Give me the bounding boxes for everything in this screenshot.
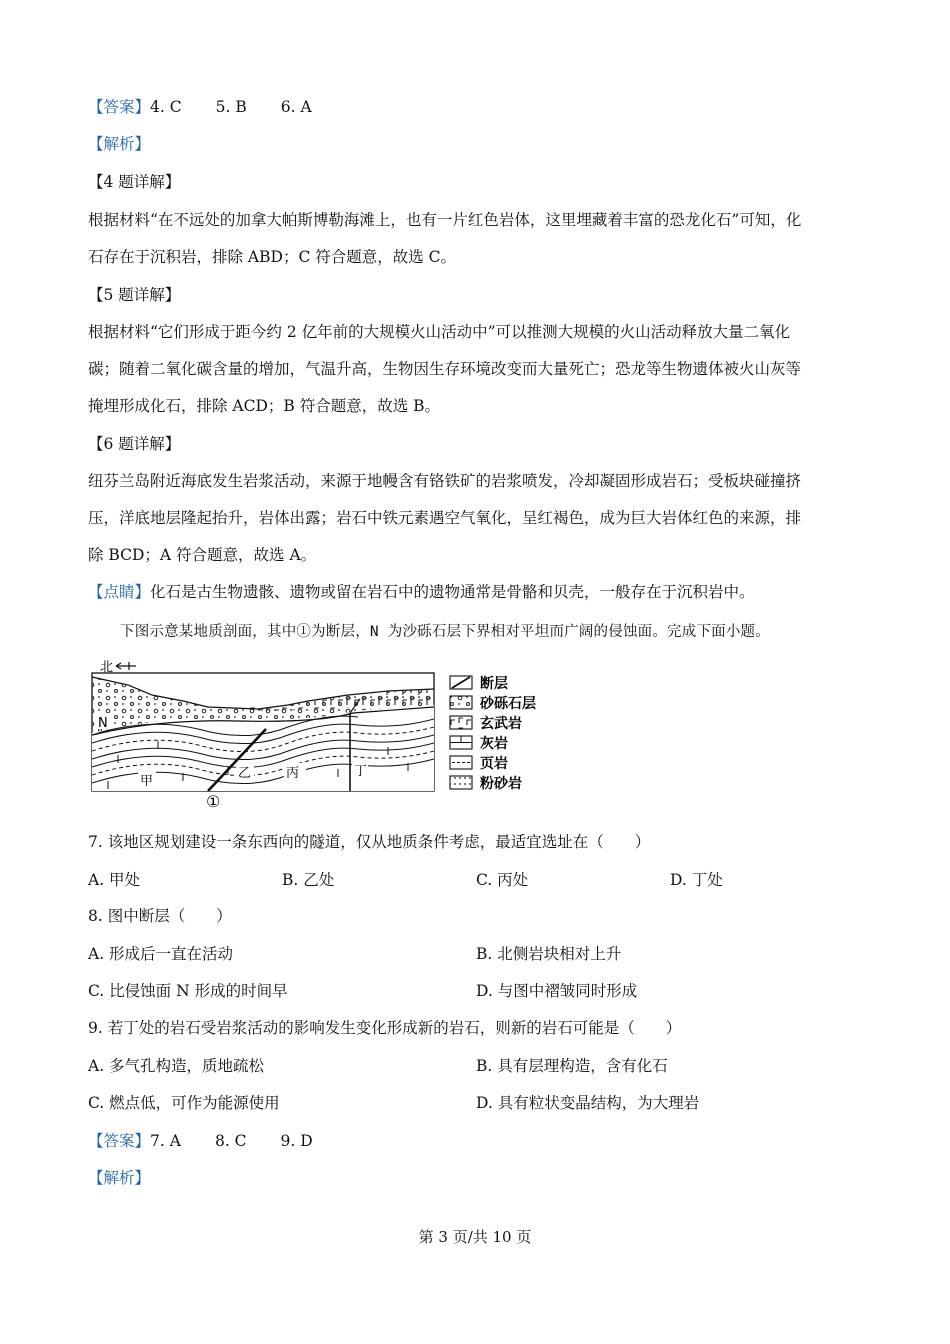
answer-tag: 【答案】 — [88, 98, 151, 116]
answer-7: 7. A — [150, 1132, 181, 1150]
legend-shale: 页岩 — [480, 756, 508, 772]
q5-text-3: 掩埋形成化石，排除 ACD；B 符合题意，故选 B。 — [88, 397, 441, 415]
q6-heading: 【6 题详解】 — [88, 435, 181, 453]
q6-text-1: 纽芬兰岛附近海底发生岩浆活动，来源于地幔含有铬铁矿的岩浆喷发，冷却凝固形成岩石；受板块碰撞挤 — [88, 472, 802, 490]
tip-text: 化石是古生物遗骸、遗物或留在岩石中的遗物通常是骨骼和贝壳，一般存在于沉积岩中。 — [150, 583, 755, 601]
q8-option-a: A. 形成后一直在活动 — [88, 945, 234, 963]
label-bing: 丙 — [286, 766, 300, 781]
answer-9: 9. D — [280, 1132, 313, 1150]
legend — [450, 675, 536, 792]
q7-option-c: C. 丙处 — [476, 871, 529, 889]
q8-option-c: C. 比侵蚀面 N 形成的时间早 — [88, 982, 288, 1000]
q7-option-a: A. 甲处 — [88, 871, 141, 889]
legend-basalt-swatch — [450, 716, 472, 729]
q6-text-2: 压，洋底地层隆起抬升，岩体出露；岩石中铁元素遇空气氧化，呈红褐色，成为巨大岩体红色的来源，排 — [88, 509, 802, 527]
figure-intro: 下图示意某地质剖面，其中①为断层，N 为沙砾石层下界相对平坦而广阔的侵蚀面。完成下面小题。 — [120, 624, 770, 640]
q5-text-1: 根据材料“它们形成于距今约 2 亿年前的大规模火山活动中”可以推测大规模的火山活动释放大量二氧化 — [88, 323, 791, 341]
north-arrow-icon — [116, 662, 136, 670]
q9-option-b: B. 具有层理构造，含有化石 — [476, 1057, 668, 1075]
answer-tag-2: 【答案】 — [88, 1132, 151, 1150]
q7-option-b: B. 乙处 — [282, 871, 335, 889]
analysis-heading-2: 【解析】 — [88, 1169, 151, 1187]
q9-stem: 9. 若丁处的岩石受岩浆活动的影响发生变化形成新的岩石，则新的岩石可能是（ ） — [88, 1019, 682, 1037]
tip-tag: 【点睛】 — [88, 583, 151, 601]
q9-option-c: C. 燃点低，可作为能源使用 — [88, 1094, 280, 1112]
north-label: 北 — [100, 660, 114, 675]
label-fault-number: ① — [206, 792, 221, 811]
answer-line-1 — [88, 97, 312, 117]
legend-siltstone-swatch — [450, 776, 472, 789]
label-yi: 乙 — [238, 766, 252, 781]
label-jia: 甲 — [140, 774, 154, 789]
label-ding: 丁 — [354, 764, 368, 779]
legend-fault: 断层 — [480, 676, 508, 692]
legend-siltstone: 粉砂岩 — [480, 776, 522, 792]
q4-text-2: 石存在于沉积岩，排除 ABD；C 符合题意，故选 C。 — [88, 248, 457, 266]
q5-text-2: 碳；随着二氧化碳含量的增加，气温升高，生物因生存环境改变而大量死亡；恐龙等生物遗体被火山灰等 — [88, 360, 802, 378]
q8-option-d: D. 与图中褶皱同时形成 — [476, 982, 638, 1000]
q7-stem: 7. 该地区规划建设一条东西向的隧道，仅从地质条件考虑，最适宜选址在（ ） — [88, 833, 651, 851]
q4-heading: 【4 题详解】 — [88, 173, 181, 191]
q8-stem: 8. 图中断层（ ） — [88, 907, 232, 925]
analysis-heading-1: 【解析】 — [88, 135, 151, 153]
answer-4: 4. C — [150, 98, 182, 116]
answer-6: 6. A — [280, 98, 312, 116]
q7-option-d: D. 丁处 — [670, 871, 723, 889]
page-footer: 第 3 页/共 10 页 — [418, 1228, 532, 1246]
legend-limestone: 灰岩 — [480, 736, 508, 752]
tip-line — [88, 582, 755, 602]
answer-5: 5. B — [215, 98, 247, 116]
q6-text-3: 除 BCD；A 符合题意，故选 A。 — [88, 546, 317, 564]
q9-option-d: D. 具有粒状变晶结构，为大理岩 — [476, 1094, 700, 1112]
legend-gravel-swatch — [450, 696, 472, 709]
q4-text-1: 根据材料“在不远处的加拿大帕斯博勒海滩上，也有一片红色岩体，这里埋藏着丰富的恐龙化石”可知，化 — [88, 211, 802, 229]
q9-option-a: A. 多气孔构造，质地疏松 — [88, 1057, 265, 1075]
q5-heading: 【5 题详解】 — [88, 286, 181, 304]
answer-8: 8. C — [214, 1132, 247, 1150]
label-n: N — [98, 716, 108, 731]
geologic-section-diagram — [88, 655, 558, 815]
legend-gravel: 砂砾石层 — [480, 696, 536, 712]
answer-line-2 — [88, 1131, 313, 1151]
legend-basalt: 玄武岩 — [480, 716, 522, 732]
q8-option-b: B. 北侧岩块相对上升 — [476, 945, 622, 963]
